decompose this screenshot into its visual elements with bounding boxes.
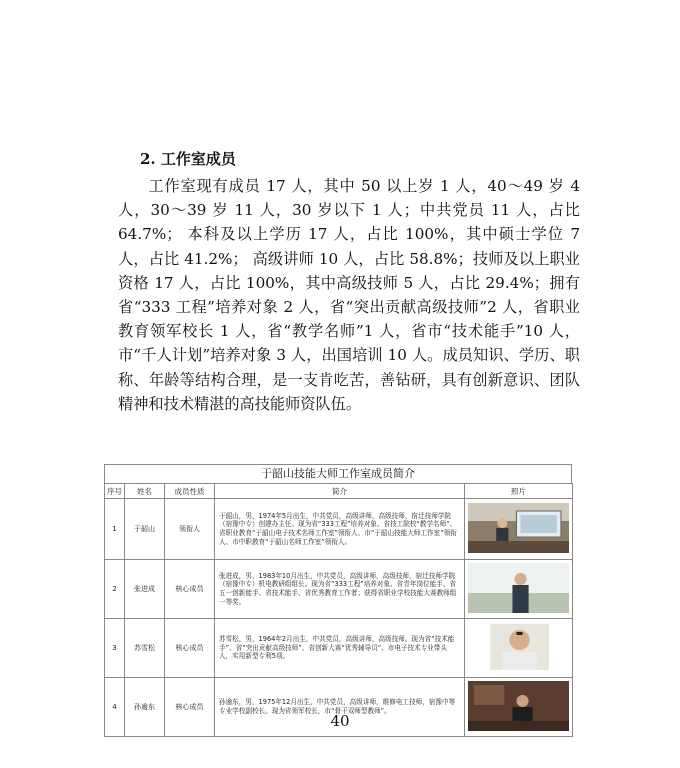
member-table bbox=[104, 464, 572, 737]
row-no: 1 bbox=[105, 499, 125, 560]
table-row bbox=[105, 560, 573, 619]
header-intro: 简介 bbox=[215, 484, 465, 499]
row-name: 于韶山 bbox=[125, 499, 165, 560]
header-name: 姓名 bbox=[125, 484, 165, 499]
man-outdoors-photo bbox=[468, 563, 569, 613]
row-no: 2 bbox=[105, 560, 125, 619]
man-at-whiteboard-photo bbox=[468, 503, 569, 553]
table-row bbox=[105, 619, 573, 678]
row-name: 张进成 bbox=[125, 560, 165, 619]
row-role: 核心成员 bbox=[165, 619, 215, 678]
member-table-grid bbox=[104, 483, 573, 737]
row-role: 领衔人 bbox=[165, 499, 215, 560]
header-role: 成员性质 bbox=[165, 484, 215, 499]
row-intro: 张进成，男，1983年10月出生，中共党员，高级讲师，高级技师，宿迁技师学院（宿豫中专）机电教研组组长。现为省“333工程”培养对象、省青年岗位能手、省五一创新能手、省技术能手、省优秀教育工作者；获得省职业学校技能大赛教师组一等奖。 bbox=[215, 560, 465, 619]
page-number: 40 bbox=[330, 712, 350, 730]
row-intro: 苏雪松，男，1964年2月出生，中共党员，高级讲师，高级技师。现为省“技术能手”、省“突出贡献高级技师”、省创新大赛“优秀辅导员”、市电子技术专业带头人，实用新型专利5项。 bbox=[215, 619, 465, 678]
section-heading: 2. 工作室成员 bbox=[140, 150, 236, 168]
section-paragraph: 工作室现有成员 17 人，其中 50 以上岁 1 人，40～49 岁 4 人，30～39 岁 11 人，30 岁以下 1 人；中共党员 11 人，占比 64.7%； 本科及以上学历 17 人，占比 100%，其中硕士学位 7 人，占比 41.2%； 高级讲师 10 人，占比 58.8%；技师及以上职业资格 17 人，占比 100%，其中高级技师 5 人，占比 29.4%；拥有省“333 工程”培养对象 2 人，省“突出贡献高级技师”2 人，省职业教育领军校长 1 人，省“教学名师”1 人，省市“技术能手”10 人，市“千人计划”培养对象 3 人，出国培训 10 人。成员知识、学历、职称、年龄等结构合理，是一支肯吃苦，善钻研，具有创新意识、团队精神和技术精湛的高技能师资队伍。 bbox=[118, 177, 580, 413]
table-row bbox=[105, 499, 573, 560]
row-name: 孙逾东 bbox=[125, 678, 165, 737]
row-intro: 孙逾东，男，1975年12月出生，中共党员，高级讲师，维修电工技师，宿豫中等专业学校副校长。现为省领军校长，市“骨干双师型教师”。 bbox=[215, 678, 465, 737]
row-role: 核心成员 bbox=[165, 678, 215, 737]
row-intro: 于韶山，男，1974年5月出生，中共党员，高级讲师，高级技师，宿迁技师学院（宿豫中专）创建办主任。现为省“333工程”培养对象、省技工院校“教学名师”、省职业教育“于韶山电子技术名师工作室”领衔人、市“于韶山技能大师工作室”领衔人、市中职教育“于韶山名师工作室”领衔人。 bbox=[215, 499, 465, 560]
header-no: 序号 bbox=[105, 484, 125, 499]
table-title: 于韶山技能大师工作室成员简介 bbox=[104, 464, 572, 483]
row-role: 核心成员 bbox=[165, 560, 215, 619]
portrait-photo bbox=[468, 622, 569, 672]
header-photo: 照片 bbox=[465, 484, 573, 499]
table-header-row bbox=[105, 484, 573, 499]
row-name: 苏雪松 bbox=[125, 619, 165, 678]
row-no: 3 bbox=[105, 619, 125, 678]
row-no: 4 bbox=[105, 678, 125, 737]
